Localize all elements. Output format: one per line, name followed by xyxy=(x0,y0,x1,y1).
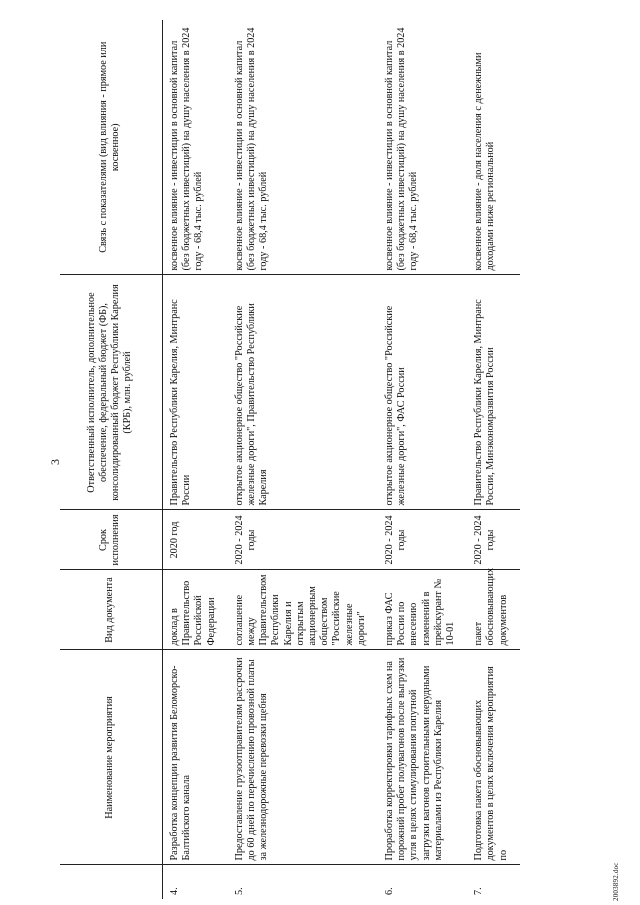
header-number xyxy=(60,865,163,899)
measure-name: Предоставление грузоотправителям рассрочки до 60 дней по перечислению провозной платы за железнодорожные перевозки щебня xyxy=(228,650,378,865)
measure-name: Проработка корректировки тарифных схем на порожний пробег полувагонов после выгрузки угля в целях стимулирования попутной загрузки вагонов строительными нерудными материалами из Республики Карелия xyxy=(378,650,467,865)
deadline: 2020 - 2024 годы xyxy=(228,510,378,570)
row-number: 5. xyxy=(233,887,245,895)
table-row xyxy=(163,20,228,899)
indicator-link: косвенное влияние - доля населения с денежными доходами ниже региональной xyxy=(467,20,520,275)
executor: открытое акционерное общество "Российские железные дороги", ФАС России xyxy=(378,275,467,510)
header-document-type: Вид документа xyxy=(60,570,163,650)
deadline: 2020 - 2024 годы xyxy=(378,510,467,570)
table-row xyxy=(467,20,520,899)
row-number: 7. xyxy=(473,887,485,895)
deadline: 2020 год xyxy=(163,510,228,570)
document-type: доклад в Правительство Российской Федерации xyxy=(163,570,228,650)
indicator-link: косвенное влияние - инвестиции в основной капитал (без бюджетных инвестиций) на душу населения в 2024 году - 68,4 тыс. рублей xyxy=(378,20,467,275)
executor: открытое акционерное общество "Российские железные дороги", Правительство Республики Карелия xyxy=(228,275,378,510)
header-executor: Ответственный исполнитель, дополнительное обеспечение, федеральный бюджет (ФБ), консолидированный бюджет Республики Карелия (КРБ), млн. рублей xyxy=(60,275,163,510)
table-header-row xyxy=(60,20,163,899)
document-type: пакет обосновывающих документов xyxy=(467,570,520,650)
table-row xyxy=(228,20,378,899)
file-code: 2003892.doc xyxy=(612,862,620,901)
table-row xyxy=(378,20,467,899)
row-number: 4. xyxy=(169,887,180,895)
measures-table xyxy=(60,20,520,899)
row-number: 6. xyxy=(384,887,396,895)
indicator-link: косвенное влияние - инвестиции в основной капитал (без бюджетных инвестиций) на душу населения в 2024 году - 68,4 тыс. рублей xyxy=(228,20,378,275)
measure-name: Подготовка пакета обосновывающих документов в целях включения мероприятия по xyxy=(467,650,520,865)
executor: Правительство Республики Карелия, Минтранс России xyxy=(163,275,228,510)
page-number: 3 xyxy=(48,459,62,465)
header-indicator-link: Связь с показателями (вид влияния - прямое или косвенное) xyxy=(60,20,163,275)
indicator-link: косвенное влияние - инвестиции в основной капитал (без бюджетных инвестиций) на душу населения в 2024 году - 68,4 тыс. рублей xyxy=(163,20,228,275)
executor: Правительство Республики Карелия, Минтранс России, Минэкономразвития России xyxy=(467,275,520,510)
header-measure-name: Наименование мероприятия xyxy=(60,650,163,865)
document-type: соглашение между Правительством Республики Карелия и открытым акционерным обществом "Российские железные дороги" xyxy=(228,570,378,650)
header-deadline: Срок исполнения xyxy=(60,510,163,570)
measure-name: Разработка концепции развития Беломорско-Балтийского канала xyxy=(163,650,228,865)
deadline: 2020 - 2024 годы xyxy=(467,510,520,570)
document-type: приказ ФАС России по внесению изменений в прейскурант № 10-01 xyxy=(378,570,467,650)
